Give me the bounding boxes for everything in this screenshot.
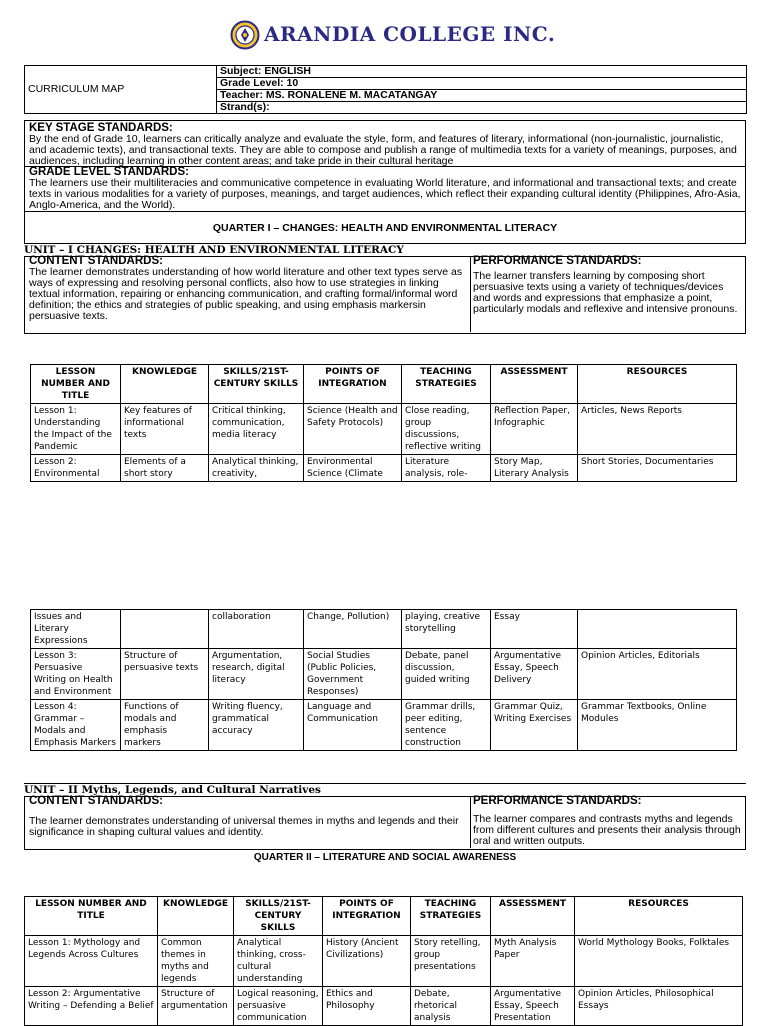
unit-2-title: UNIT – II Myths, Legends, and Cultural Narratives [24,783,746,797]
lesson-table-q1-continued [30,609,737,751]
cell-integration: Ethics and Philosophy [323,987,411,1026]
header-assessment: ASSESSMENT [491,365,578,404]
cell-resources: World Mythology Books, Folktales [575,936,743,987]
table-header-row [25,897,743,936]
cell-integration: Social Studies (Public Policies, Government Responses) [304,649,402,700]
cell-lesson: Lesson 4: Grammar – Modals and Emphasis Markers [31,700,121,751]
unit-1-standards [24,256,746,334]
header-skills: SKILLS/21ST-CENTURY SKILLS [209,365,304,404]
header-resources: RESOURCES [575,897,743,936]
unit-1-content-text: The learner demonstrates understanding of how world literature and other text types serve as ways of expressing and resolving personal conflicts, also how to use strategies in linking textual information, repairing or enhancing communication, and crafting formal/informal word definition; the ethics and strategies of public speaking, and using emphasis markersin persuasive texts. [29,266,463,322]
table-row [31,455,737,482]
lesson-table-q1 [30,364,737,482]
cell-knowledge: Common themes in myths and legends [158,936,234,987]
lesson-table-q2 [24,896,743,1026]
cell-strategies: Debate, panel discussion, guided writing [402,649,491,700]
unit-1-content-title: CONTENT STANDARDS: [29,255,163,267]
cell-skills: Logical reasoning, persuasive communication [234,987,323,1026]
cell-knowledge [121,610,209,649]
header-skills: SKILLS/21ST-CENTURY SKILLS [234,897,323,936]
curriculum-map-title: CURRICULUM MAP [25,66,217,114]
quarter-2-title: QUARTER II – LITERATURE AND SOCIAL AWARENESS [253,852,517,863]
cell-knowledge: Elements of a short story [121,455,209,482]
cell-lesson: Issues and Literary Expressions [31,610,121,649]
cell-strategies: Story retelling, group presentations [411,936,491,987]
header-resources: RESOURCES [578,365,737,404]
table-row [31,610,737,649]
cell-assessment: Essay [491,610,578,649]
college-name: ARANDIA COLLEGE INC. [264,22,556,46]
cell-resources: Articles, News Reports [578,404,737,455]
cell-resources: Opinion Articles, Philosophical Essays [575,987,743,1026]
cell-strategies: Debate, rhetorical analysis [411,987,491,1026]
cell-integration: Environmental Science (Climate [304,455,402,482]
subject-field: Subject: ENGLISH [217,66,747,78]
cell-integration: History (Ancient Civilizations) [323,936,411,987]
cell-resources: Grammar Textbooks, Online Modules [578,700,737,751]
cell-integration: Language and Communication [304,700,402,751]
cell-lesson: Lesson 1: Understanding the Impact of the Pandemic [31,404,121,455]
unit-1-performance-text: The learner transfers learning by composing short persuasive texts using a variety of techniques/devices and words and expressions that emphasize a point, particularly modals and reflexive and intensive pronouns. [473,270,738,315]
header-lesson: LESSON NUMBER AND TITLE [25,897,158,936]
cell-skills: Argumentation, research, digital literacy [209,649,304,700]
table-row [31,649,737,700]
grade-level-text: The learners use their multiliteracies and communicative competence in evaluating World literature, and informational and transactional texts; and create texts in various modalities for a variety of purposes, meanings, and target audiences, which reflect their expanding cultural identity (Philippines, Afro-Asia, Anglo-America, and the World). [29,177,741,211]
quarter-1-box [24,212,746,244]
table-row [31,700,737,751]
table-row [25,987,743,1026]
cell-resources [578,610,737,649]
key-stage-text: By the end of Grade 10, learners can critically analyze and evaluate the style, form, and features of literary, informational (non-journalistic, journalistic, and academic texts), and transactional texts. They are able to compose and publish a range of multimedia texts for a variety of meanings, purposes, and audiences, including learning in other content areas; and take pride in their cultural heritage [29,133,737,167]
cell-lesson: Lesson 3: Persuasive Writing on Health and Environment [31,649,121,700]
unit-2-performance-title: PERFORMANCE STANDARDS: [473,795,642,807]
cell-assessment: Story Map, Literary Analysis [491,455,578,482]
cell-lesson: Lesson 1: Mythology and Legends Across Cultures [25,936,158,987]
table-row [31,404,737,455]
header-assessment: ASSESSMENT [491,897,575,936]
teacher-field: Teacher: MS. RONALENE M. MACATANGAY [217,90,747,102]
cell-skills: Writing fluency, grammatical accuracy [209,700,304,751]
grade-level-field: Grade Level: 10 [217,78,747,90]
quarter-1-title: QUARTER I – CHANGES: HEALTH AND ENVIRONMENTAL LITERACY [212,222,558,234]
header-knowledge: KNOWLEDGE [158,897,234,936]
cell-strategies: Close reading, group discussions, reflective writing [402,404,491,455]
cell-integration: Science (Health and Safety Protocols) [304,404,402,455]
cell-lesson: Lesson 2: Environmental [31,455,121,482]
cell-knowledge: Structure of argumentation [158,987,234,1026]
cell-knowledge: Structure of persuasive texts [121,649,209,700]
header-knowledge: KNOWLEDGE [121,365,209,404]
unit-1-title: UNIT – I CHANGES: HEALTH AND ENVIRONMENTAL LITERACY [24,244,746,257]
cell-assessment: Myth Analysis Paper [491,936,575,987]
unit-2-content-text: The learner demonstrates understanding of universal themes in myths and legends and their significance in shaping cultural values and identity. [29,815,459,838]
cell-assessment: Reflection Paper, Infographic [491,404,578,455]
strand-field: Strand(s): [217,102,747,114]
curriculum-info-table [24,65,747,114]
unit-2-performance-text: The learner compares and contrasts myths and legends from different cultures and presents their analysis through oral and written outputs. [473,813,741,847]
header-integration: POINTS OF INTEGRATION [304,365,402,404]
cell-resources: Opinion Articles, Editorials [578,649,737,700]
table-row [25,936,743,987]
cell-skills: Critical thinking, communication, media literacy [209,404,304,455]
cell-assessment: Argumentative Essay, Speech Delivery [491,649,578,700]
header-strategies: TEACHING STRATEGIES [411,897,491,936]
cell-skills: Analytical thinking, creativity, [209,455,304,482]
standards-block [24,120,746,212]
cell-knowledge: Key features of informational texts [121,404,209,455]
cell-knowledge: Functions of modals and emphasis markers [121,700,209,751]
cell-strategies: Grammar drills, peer editing, sentence construction [402,700,491,751]
cell-skills: collaboration [209,610,304,649]
cell-lesson: Lesson 2: Argumentative Writing – Defending a Belief [25,987,158,1026]
grade-level-title: GRADE LEVEL STANDARDS: [29,166,189,178]
cell-skills: Analytical thinking, cross-cultural understanding [234,936,323,987]
cell-assessment: Argumentative Essay, Speech Presentation [491,987,575,1026]
cell-assessment: Grammar Quiz, Writing Exercises [491,700,578,751]
college-seal-icon [230,20,260,50]
table-header-row [31,365,737,404]
unit-1-performance-title: PERFORMANCE STANDARDS: [473,255,642,267]
header-lesson: LESSON NUMBER AND TITLE [31,365,121,404]
cell-strategies: playing, creative storytelling [402,610,491,649]
cell-strategies: Literature analysis, role- [402,455,491,482]
header-integration: POINTS OF INTEGRATION [323,897,411,936]
unit-2-standards [24,796,746,850]
unit-2-content-title: CONTENT STANDARDS: [29,795,163,807]
cell-integration: Change, Pollution) [304,610,402,649]
cell-resources: Short Stories, Documentaries [578,455,737,482]
header-strategies: TEACHING STRATEGIES [402,365,491,404]
key-stage-title: KEY STAGE STANDARDS: [29,122,173,134]
